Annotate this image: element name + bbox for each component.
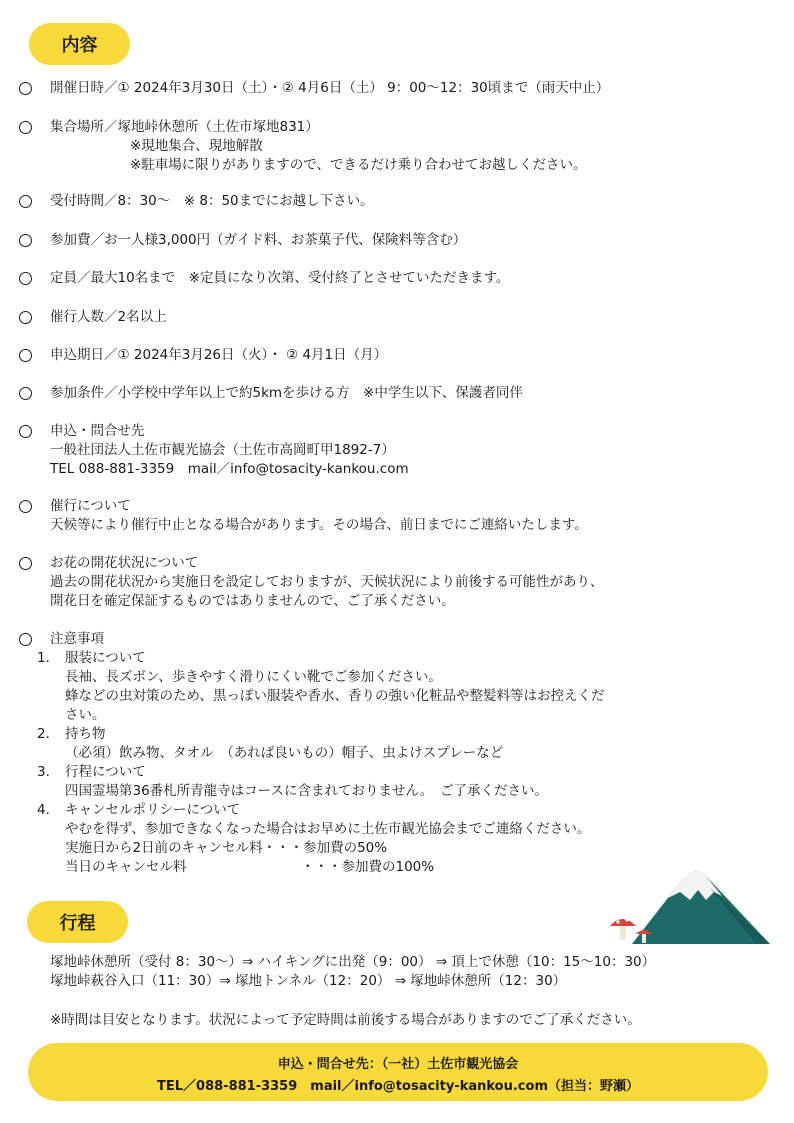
capacity-text: 定員／最大10名まで ※定員になり次第、受付終了とさせていただきます。 (50, 270, 510, 286)
schedule-note: ※時間は目安となります。状況によって予定時間は前後する場合がありますのでご了承ください。 (50, 1012, 641, 1028)
note-2-number: 2． (37, 726, 60, 742)
footer-line-2: TEL／088-881-3359 mail／info@tosacity-kankou.com（担当：野瀬） (157, 1079, 639, 1094)
bullet-circle-icon (19, 633, 32, 646)
section-heading-schedule (27, 901, 128, 943)
footer-line-1: 申込・問合せ先：（一社）土佐市観光協会 (277, 1057, 519, 1072)
flowers-text-2: 開花日を確定保証するものではありませんので、ご了承ください。 (50, 593, 455, 609)
conditions-text: 参加条件／小学校中学年以上で約5kmを歩ける方 ※中学生以下、保護者同伴 (50, 385, 523, 401)
flowers-title: お花の開花状況について (50, 555, 199, 571)
notes-title: 注意事項 (50, 631, 104, 647)
bullet-circle-icon (19, 311, 32, 324)
bullet-circle-icon (19, 234, 32, 247)
note-3-title: 行程について (65, 764, 146, 780)
flowers-text-1: 過去の開花状況から実施日を設定しておりますが、天候状況により前後する可能性があり、 (50, 574, 604, 590)
datetime-text: 開催日時／① 2024年3月30日（土）・② 4月6日（土） 9：00〜12：30頃まで（雨天中止） (50, 80, 610, 96)
section-heading-content (29, 23, 130, 65)
note-4-number: 4． (37, 802, 60, 818)
contact-title: 申込・問合せ先 (50, 423, 145, 439)
bullet-circle-icon (19, 557, 32, 570)
deadline-text: 申込期日／① 2024年3月26日（火）・ ② 4月1日（月） (50, 347, 388, 363)
bullet-circle-icon (19, 387, 32, 400)
mushroom-icon (610, 918, 636, 940)
schedule-line-2: 塚地峠萩谷入口（11：30）⇒ 塚地トンネル（12：20） ⇒ 塚地峠休憩所（12：30） (50, 973, 567, 989)
bullet-circle-icon (19, 500, 32, 513)
mountain-illustration (606, 856, 772, 946)
note-3-number: 3． (37, 764, 60, 780)
note-4-text-2: 実施日から2日前のキャンセル料・・・参加費の50% (65, 840, 388, 856)
operation-title: 催行について (50, 498, 131, 514)
note-1-title: 服装について (65, 650, 146, 666)
contact-organization: 一般社団法人土佐市観光協会（土佐市高岡町甲1892-7） (50, 442, 395, 458)
bullet-circle-icon (19, 272, 32, 285)
note-4-text-3b: ・・・参加費の100% (301, 859, 435, 875)
bullet-circle-icon (19, 425, 32, 438)
note-2-text-1: （必須）飲み物、タオル （あれば良いもの）帽子、虫よけスプレーなど (65, 745, 504, 761)
reception-text: 受付時間／8：30〜 ※ 8：50までにお越し下さい。 (50, 193, 374, 209)
meeting-place-text: 集合場所／塚地峠休憩所（土佐市塚地831） (50, 119, 319, 135)
schedule-line-1: 塚地峠休憩所（受付 8：30〜）⇒ ハイキングに出発（9：00） ⇒ 頂上で休憩（10：15〜10：30） (50, 954, 656, 970)
meeting-note-1: ※現地集合、現地解散 (130, 138, 263, 154)
min-people-text: 催行人数／2名以上 (50, 309, 167, 325)
bullet-circle-icon (19, 121, 32, 134)
note-4-title: キャンセルポリシーについて (65, 802, 241, 818)
meeting-note-2: ※駐車場に限りがありますので、できるだけ乗り合わせてお越しください。 (130, 157, 587, 173)
fee-text: 参加費／お一人様3,000円（ガイド料、お茶菓子代、保険料等含む） (50, 232, 467, 248)
contact-tel-mail: TEL 088-881-3359 mail／info@tosacity-kankou.com (50, 461, 409, 477)
bullet-circle-icon (19, 195, 32, 208)
note-1-text-1: 長袖、長ズボン、歩きやすく滑りにくい靴でご参加ください。 (65, 669, 442, 685)
note-1-number: 1． (37, 650, 60, 666)
bullet-circle-icon (19, 349, 32, 362)
note-3-text-1: 四国霊場第36番札所青龍寺はコースに含まれておりません。 ご了承ください。 (65, 783, 549, 799)
note-4-text-1: やむを得ず、参加できなくなった場合はお早めに土佐市観光協会までご連絡ください。 (65, 821, 591, 837)
section-heading-schedule-label: 行程 (59, 913, 96, 934)
note-2-title: 持ち物 (65, 726, 106, 742)
section-heading-content-label: 内容 (61, 35, 98, 56)
note-1-text-2: 蜂などの虫対策のため、黒っぽい服装や香水、香りの強い化粧品や整髪料等はお控えくだ (65, 688, 605, 704)
note-4-text-3a: 当日のキャンセル料 (65, 859, 187, 875)
footer-contact-banner (28, 1043, 768, 1101)
note-1-text-3: さい。 (65, 707, 106, 723)
bullet-circle-icon (19, 82, 32, 95)
operation-text: 天候等により催行中止となる場合があります。その場合、前日までにご連絡いたします。 (50, 517, 588, 533)
